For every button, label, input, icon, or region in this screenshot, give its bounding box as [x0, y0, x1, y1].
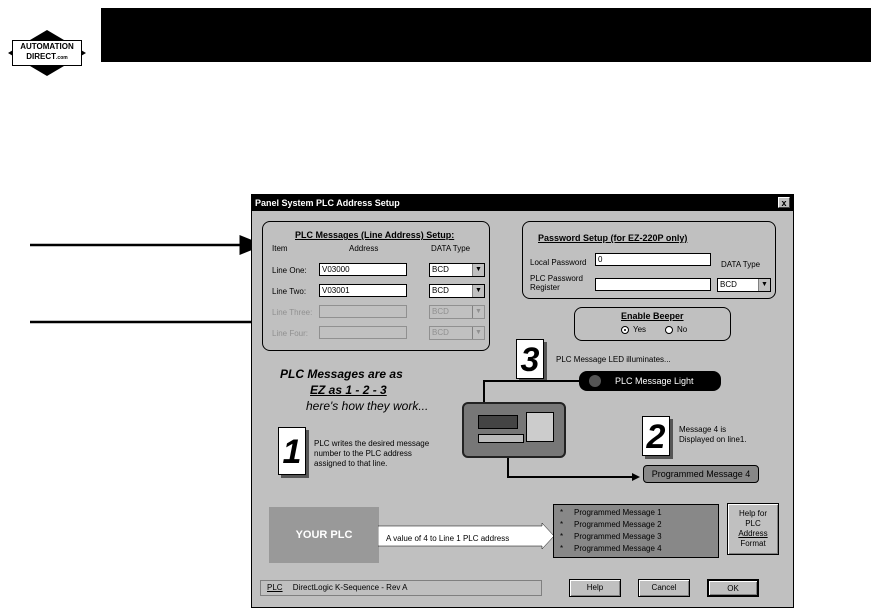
programmed-message-display: Programmed Message 4: [643, 465, 759, 483]
col-address-header: Address: [349, 244, 379, 253]
data-type-label: DATA Type: [721, 260, 761, 269]
status-value: DirectLogic K-Sequence - Rev A: [292, 583, 408, 592]
line-one-type-value: BCD: [432, 265, 449, 274]
plc-password-register-label-2: Register: [530, 283, 560, 292]
list-item: * Programmed Message 2: [560, 520, 662, 529]
line-one-label: Line One:: [272, 266, 307, 275]
col-item-header: Item: [272, 244, 288, 253]
status-prefix: PLC: [267, 583, 283, 592]
chevron-down-icon[interactable]: ▼: [472, 306, 484, 318]
line-two-type-value: BCD: [432, 286, 449, 295]
close-button[interactable]: x: [778, 197, 790, 208]
step2-text-1: Message 4 is: [679, 425, 727, 434]
local-password-input[interactable]: 0: [595, 253, 711, 266]
step2-text-2: Displayed on line1.: [679, 435, 747, 444]
chevron-down-icon[interactable]: ▼: [758, 279, 770, 291]
list-item: * Programmed Message 3: [560, 532, 662, 541]
beeper-yes-label: Yes: [633, 325, 647, 334]
line-two-address-input[interactable]: V03001: [319, 284, 407, 297]
step3-number: 3: [516, 339, 544, 379]
col-type-header: DATA Type: [431, 244, 471, 253]
help-format-line-4: Format: [740, 539, 766, 548]
line-three-type-value: BCD: [432, 307, 449, 316]
list-item: * Programmed Message 4: [560, 544, 662, 553]
step1-text-1: PLC writes the desired message: [314, 439, 430, 448]
panel-device-image: [462, 402, 566, 458]
logo-line-1: AUTOMATION: [20, 42, 74, 51]
cancel-button[interactable]: Cancel: [638, 579, 690, 597]
line-three-label: Line Three:: [272, 308, 313, 317]
line-four-type-value: BCD: [432, 328, 449, 337]
logo-suffix: .com: [56, 55, 68, 61]
plc-message-light-label: PLC Message Light: [615, 376, 694, 386]
programmed-messages-list: [553, 504, 719, 558]
info-headline-2: EZ as 1 - 2 - 3: [310, 383, 387, 397]
step1-text-3: assigned to that line.: [314, 459, 388, 468]
info-headline-3: here's how they work...: [306, 399, 429, 413]
help-button[interactable]: Help: [569, 579, 621, 597]
step2-number: 2: [642, 416, 670, 456]
logo-line-2: DIRECT: [26, 52, 57, 61]
led-icon: [589, 375, 601, 387]
chevron-down-icon[interactable]: ▼: [472, 285, 484, 297]
line-four-label: Line Four:: [272, 329, 309, 338]
status-bar: [260, 580, 542, 596]
plc-password-register-label-1: PLC Password: [530, 274, 583, 283]
password-type-value: BCD: [720, 280, 737, 289]
chevron-down-icon[interactable]: ▼: [472, 327, 484, 339]
plc-address-setup-dialog: [251, 194, 794, 608]
step3-text: PLC Message LED illuminates...: [556, 355, 671, 364]
help-format-line-2: PLC: [745, 519, 761, 528]
dialog-title: Panel System PLC Address Setup: [255, 198, 400, 208]
step1-text-2: number to the PLC address: [314, 449, 412, 458]
help-format-line-3: Address: [738, 529, 768, 538]
chevron-down-icon[interactable]: ▼: [472, 264, 484, 276]
line-two-label: Line Two:: [272, 287, 307, 296]
line-one-address-input[interactable]: V03000: [319, 263, 407, 276]
password-setup-title: Password Setup (for EZ-220P only): [538, 233, 688, 243]
list-item: * Programmed Message 1: [560, 508, 662, 517]
enable-beeper-title: Enable Beeper: [621, 311, 684, 321]
local-password-label: Local Password: [530, 258, 587, 267]
value-arrow-text: A value of 4 to Line 1 PLC address: [386, 534, 510, 543]
your-plc-box: YOUR PLC: [269, 507, 379, 563]
info-headline-1: PLC Messages are as: [280, 367, 403, 381]
plc-message-light: [579, 371, 721, 391]
beeper-no-label: No: [677, 325, 688, 334]
help-address-format-button[interactable]: [727, 503, 779, 555]
help-format-line-1: Help for: [738, 509, 767, 518]
ok-button[interactable]: OK: [707, 579, 759, 597]
plc-messages-title: PLC Messages (Line Address) Setup:: [295, 230, 455, 240]
step1-number: 1: [278, 427, 306, 475]
